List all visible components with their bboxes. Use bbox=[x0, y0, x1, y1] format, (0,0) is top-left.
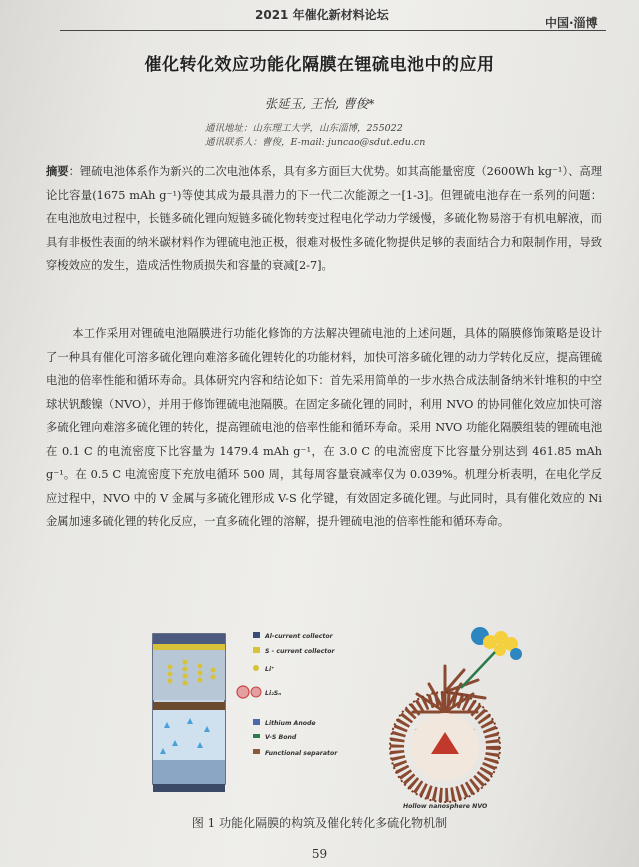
abstract-paragraph bbox=[46, 160, 602, 278]
legend-swatch bbox=[253, 647, 260, 653]
legend-al: Al-current collector bbox=[265, 633, 333, 640]
address: 通讯地址：山东理工大学，山东淄博，255022 bbox=[205, 123, 403, 134]
sphere-label: Hollow nanosphere NVO bbox=[403, 803, 488, 810]
li2sn-molecule bbox=[237, 686, 249, 698]
authors: 张延玉, 王怡, 曹俊* bbox=[264, 96, 375, 111]
legend-s: S - current collector bbox=[265, 648, 335, 655]
location-header: 中国·淄博 bbox=[545, 16, 598, 30]
legend-swatch bbox=[253, 734, 260, 738]
contact: 通讯联系人：曹俊，E-mail: juncao@sdut.edu.cn bbox=[205, 137, 426, 148]
journal-header: 2021 年催化新材料论坛 bbox=[255, 8, 389, 22]
nvo-sphere bbox=[390, 666, 500, 810]
legend-anode: Lithium Anode bbox=[265, 720, 316, 727]
legend-li: Li⁺ bbox=[265, 666, 275, 673]
battery-cell-diagram bbox=[153, 634, 225, 792]
figure-legend bbox=[251, 632, 338, 757]
abstract-label: 摘要 bbox=[46, 165, 69, 178]
legend-swatch bbox=[253, 749, 260, 754]
legend-swatch bbox=[253, 719, 260, 725]
legend-separator: Functional separator bbox=[265, 750, 338, 757]
legend-swatch bbox=[253, 632, 260, 638]
mechanism-figure bbox=[145, 622, 525, 812]
page-number: 59 bbox=[311, 847, 328, 861]
affiliation bbox=[205, 122, 425, 150]
abstract-text: ：锂硫电池体系作为新兴的二次电池体系，具有多方面巨大优势。如其高能量密度（2600Wh kg⁻¹）、高理论比容量(1675 mAh g⁻¹)等使其成为最具潜力的下一代二次能源之一[1-3]。但锂硫电池存在一系列的问题：在电池放电过程中，长链多硫化锂向短链多硫化物转变过程电化学动力学缓慢，多硫化物易溶于有机电解液，而具有非极性表面的纳米碳材料作为锂硫电池正极，很难对极性多硫化物提供足够的表面结合力和限制作用，导致穿梭效应的发生，造成活性物质损失和容量的衰减[2-7]。 bbox=[46, 165, 602, 272]
body-paragraph bbox=[46, 322, 602, 534]
body-text: 本工作采用对锂硫电池隔膜进行功能化修饰的方法解决锂硫电池的上述问题，具体的隔膜修饰策略是设计了一种具有催化可溶多硫化锂向难溶多硫化锂转化的功能材料，加快可溶多硫化锂的动力学转化反应，提高锂硫电池的倍率性能和循环寿命。具体研究内容和结论如下：首先采用简单的一步水热合成法制备纳米针堆积的中空球状钒酸镍（NVO），并用于修饰锂硫电池隔膜。在固定多硫化锂的同时，利用 NVO 的协同催化效应加快可溶多硫化锂向难溶多硫化锂的转化，提高锂硫电池的倍率性能和循环寿命。采用 NVO 功能化隔膜组装的锂硫电池在 0.1 C 的电流密度下比容量为 1479.4 mAh g⁻¹，在 3.0 C 的电流密度下比容量分别达到 461.85 mAh g⁻¹。在 0.5 C 电流密度下充放电循环 500 周，其每周容量衰减率仅为 0.039%。机理分析表明，在电化学反应过程中，NVO 中的 V 金属与多硫化锂形成 V-S 化学键，有效固定多硫化锂。与此同时，具有催化效应的 Ni 金属加速多硫化锂的转化反应，一直多硫化锂的溶解，提升锂硫电池的倍率性能和循环寿命。 bbox=[46, 327, 602, 528]
paper-title: 催化转化效应功能化隔膜在锂硫电池中的应用 bbox=[144, 55, 495, 75]
figure-caption: 图 1 功能化隔膜的构筑及催化转化多硫化物机制 bbox=[191, 816, 448, 830]
legend-swatch bbox=[253, 665, 259, 671]
legend-vs: V-S Bond bbox=[265, 734, 297, 741]
polysulfide-chain bbox=[461, 627, 522, 688]
header-rule bbox=[60, 30, 606, 31]
legend-swatch bbox=[251, 687, 261, 697]
legend-li2sn: Li₂Sₙ bbox=[265, 690, 282, 697]
